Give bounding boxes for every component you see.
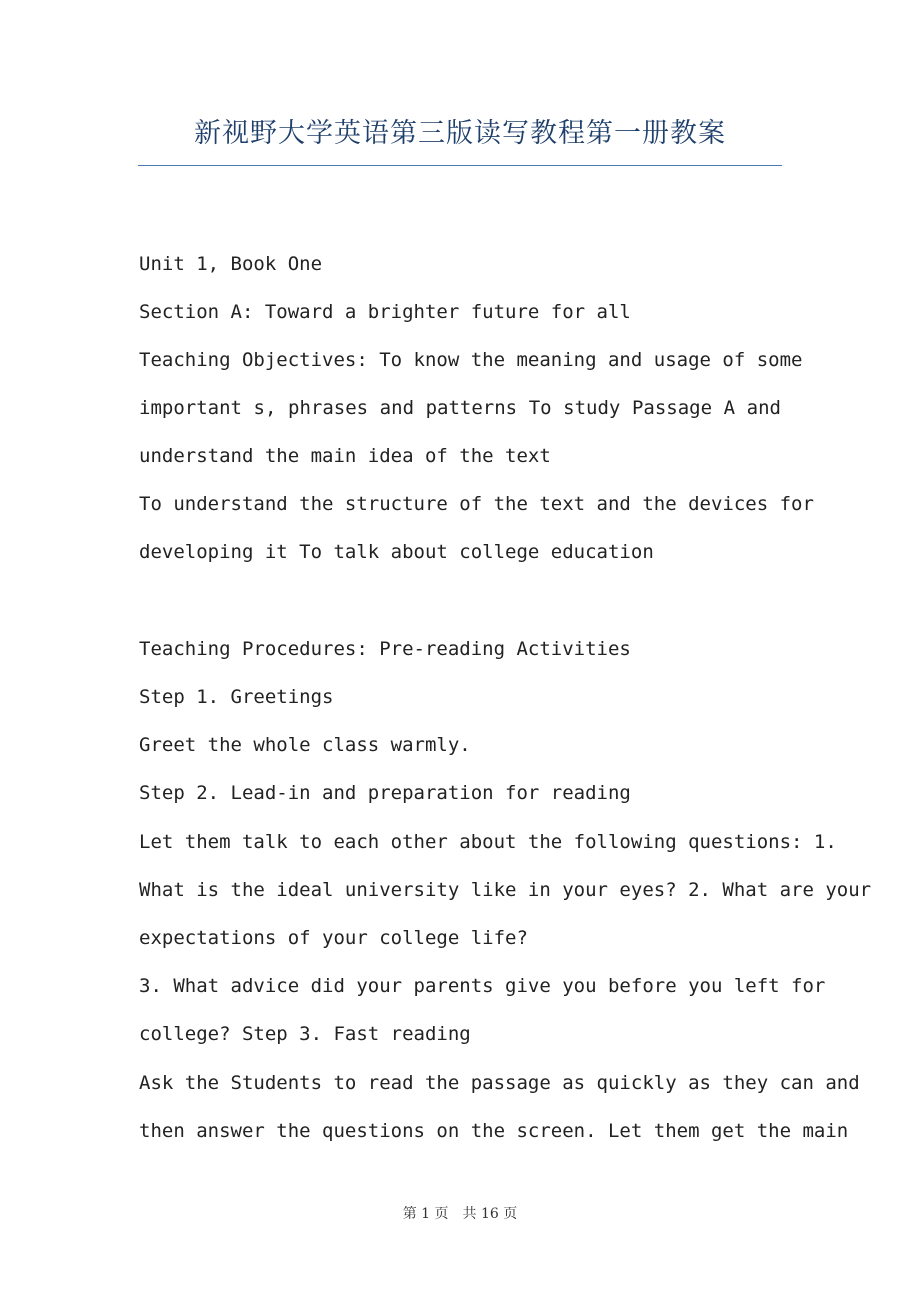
text-line: understand the main idea of the text xyxy=(139,445,551,467)
text-line: Unit 1, Book One xyxy=(139,253,323,275)
page-title: 新视野大学英语第三版读写教程第一册教案 xyxy=(194,118,726,149)
page-number: 第 1 页 xyxy=(402,1206,449,1222)
text-line: Section A: Toward a brighter future for all xyxy=(139,301,631,323)
text-line: expectations of your college life? xyxy=(139,927,528,949)
text-line: Teaching Procedures: Pre-reading Activities xyxy=(139,638,631,660)
text-line: To understand the structure of the text and the devices for xyxy=(139,493,814,515)
text-line: Let them talk to each other about the following questions: 1. xyxy=(139,831,837,853)
text-line: Ask the Students to read the passage as quickly as they can and xyxy=(139,1072,860,1094)
text-line: important s, phrases and patterns To study Passage A and xyxy=(139,397,781,419)
title-divider xyxy=(138,165,782,166)
text-line: developing it To talk about college education xyxy=(139,541,654,563)
text-line: Teaching Objectives: To know the meaning and usage of some xyxy=(139,349,803,371)
text-line: Greet the whole class warmly. xyxy=(139,734,471,756)
text-line: 3. What advice did your parents give you before you left for xyxy=(139,975,826,997)
page-total: 共 16 页 xyxy=(462,1206,518,1222)
text-line: then answer the questions on the screen. Let them get the main xyxy=(139,1120,849,1142)
text-line: college? Step 3. Fast reading xyxy=(139,1023,471,1045)
text-line: What is the ideal university like in your eyes? 2. What are your xyxy=(139,879,872,901)
page-footer xyxy=(0,1203,920,1223)
text-line: Step 2. Lead-in and preparation for reading xyxy=(139,782,631,804)
text-line: Step 1. Greetings xyxy=(139,686,334,708)
